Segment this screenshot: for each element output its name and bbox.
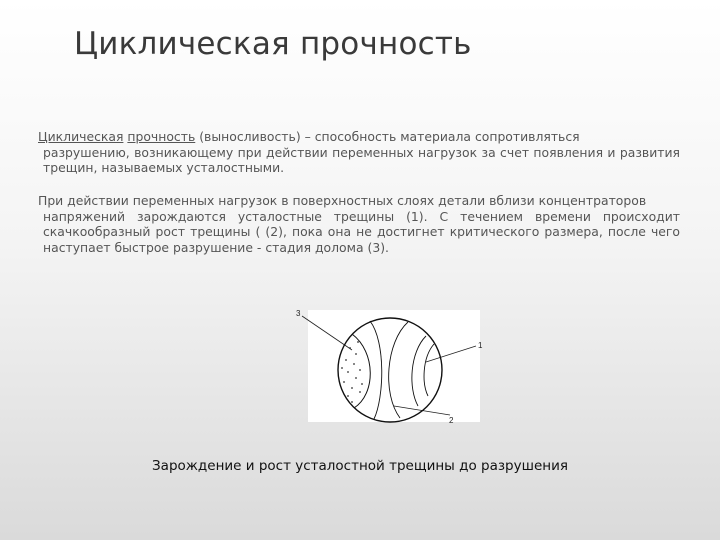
term-word-2: прочность xyxy=(127,129,196,144)
crack-diagram xyxy=(286,302,486,426)
figure-label-2: 2 xyxy=(449,416,454,425)
figure-label-1: 1 xyxy=(478,341,483,350)
figure-caption: Зарождение и рост усталостной трещины до разрушения xyxy=(152,458,568,474)
figure-label-3: 3 xyxy=(296,309,301,318)
definition-continuation: разрушению, возникающему при действии переменных нагрузок за счет появления и развития трещин, называемых усталостными. xyxy=(43,144,680,176)
fatigue-line1-text: При действии переменных нагрузок в поверхностных слоях детали вблизи концентраторов xyxy=(38,193,647,208)
fatigue-crack-figure xyxy=(286,302,486,426)
slide-title: Циклическая прочность xyxy=(74,26,472,62)
fatigue-paragraph xyxy=(38,193,680,255)
figure-background xyxy=(308,310,480,422)
definition-paragraph xyxy=(38,129,680,176)
fatigue-continuation: напряжений зарождаются усталостные трещины (1). С течением времени происходит скачкообразный рост трещины ( (2), пока она не достигнет критического размера, после чего наступает быстрое разрушение - стадия долома (3). xyxy=(43,208,680,255)
definition-line1-text: (выносливость) – способность материала сопротивляться xyxy=(199,129,580,144)
term-word-1: Циклическая xyxy=(38,129,124,144)
